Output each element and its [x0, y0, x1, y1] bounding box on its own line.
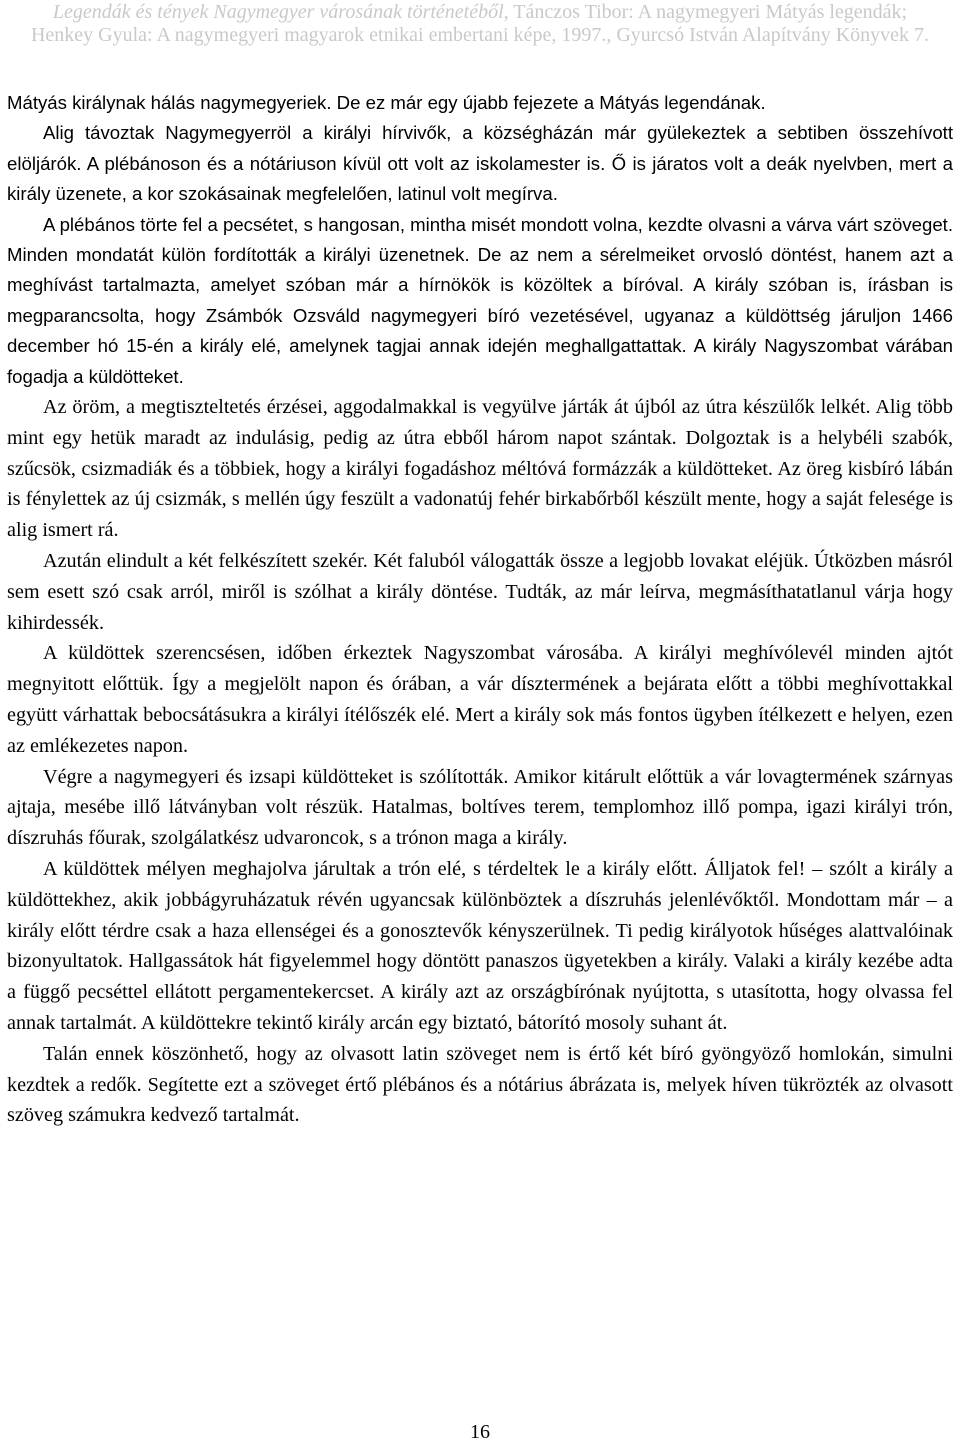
- document-body: [7, 88, 953, 1131]
- paragraph-3: A plébános törte fel a pecsétet, s hangosan, mintha misét mondott volna, kezdte olvasni a várva várt szöveget. Minden mondatát külön fordították a királyi üzenetnek. De az nem a sérelmeiket orvosló döntést, hanem azt a meghívást tartalmazta, amelyet szóban már a hírnökök is közöltek a bíróval. A király szóban is, írásban is megparancsolta, hogy Zsámbók Ozsváld nagymegyeri bíró vezetésével, ugyanaz a küldöttség járuljon 1466 december hó 15-én a király elé, amelynek tagjai annak idején meghallgattattak. A király Nagyszombat várában fogadja a küldötteket.: [7, 213, 953, 387]
- running-header: [0, 0, 960, 68]
- paragraph-8: A küldöttek mélyen meghajolva járultak a trón elé, s térdeltek le a király előtt. Álljatok fel! – szólt a király a küldöttekhez, akik jobbágyruházatuk révén ugyancsak különböztek a díszruhás jelenlévőktől. Mondottam már – a király előtt térdre csak a haza ellenségei és a gonosztevők kényszerülnek. Ti pedig királyotok hűséges alattvalóinak bizonyultatok. Hallgassátok hát figyelemmel hogy döntött panaszos ügyetekben a király. Valaki a király kezébe adta a függő pecséttel ellátott pergamentekercset. A király azt az országbírónak nyújtotta, s utasította, hogy olvassa fel annak tartalmát. A küldöttekre tekintő király arcán egy biztató, bátorító mosoly suhant át.: [7, 858, 953, 1034]
- header-italic-text: Legendák és tények Nagymegyer városának történetéből,: [52, 1, 509, 23]
- paragraph-9: Talán ennek köszönhető, hogy az olvasott latin szöveget nem is értő két bíró gyöngyöző homlokán, simulni kezdtek a redők. Segítette ezt a szöveget értő plébános és a nótárius ábrázata is, melyek híven tükrözték az olvasott szöveg számukra kedvező tartalmát.: [7, 1042, 953, 1127]
- paragraph-7: Végre a nagymegyeri és izsapi küldötteket is szólították. Amikor kitárult előttük a vár lovagtermének szárnyas ajtaja, mesébe illő látványban volt részük. Hatalmas, boltíves terem, templomhoz illő pompa, igazi királyi trón, díszruhás főurak, szolgálatkész udvaroncok, s a trónon maga a király.: [7, 765, 953, 850]
- paragraph-2: Alig távoztak Nagymegyerröl a királyi hírvivők, a községházán már gyülekeztek a sebtiben összehívott elöljárók. A plébánoson és a nótáriuson kívül ott volt az iskolamester is. Ő is járatos volt a deák nyelvben, mert a király üzenete, a kor szokásainak megfelelően, latinul volt megírva.: [7, 122, 953, 205]
- paragraph-4: Az öröm, a megtiszteltetés érzései, aggodalmakkal is vegyülve járták át újból az útra készülők lelkét. Alig több mint egy hetük maradt az indulásig, pedig az útra ebből három napot szántak. Dolgoztak is a helybéli szabók, szűcsök, csizmadiák és a többiek, hogy a királyi fogadáshoz méltóvá formázzák a küldötteket. Az öreg kisbíró lábán is fénylettek az új csizmák, s mellén úgy feszült a vadonatúj fehér birkabőrből készült mente, hogy a saját felesége is alig ismert rá.: [7, 396, 953, 542]
- paragraph-6: A küldöttek szerencsésen, időben érkeztek Nagyszombat városába. A királyi meghívólevél minden ajtót megnyitott előttük. Így a megjelölt napon és órában, a vár dísztermének a bejárata előtt a többi meghívottakkal együtt várhattak bebocsátásukra a királyi ítélőszék elé. Mert a király sok más fontos ügyben ítélkezett e helyen, ezen az emlékezetes napon.: [7, 642, 953, 757]
- header-line-2: Henkey Gyula: A nagymegyeri magyarok etnikai embertani képe, 1997., Gyurcsó István Alapítvány Könyvek 7.: [30, 24, 930, 46]
- header-title-text: Tánczos Tibor: A nagymegyeri Mátyás legendák;: [508, 1, 908, 23]
- header-line-1: [0, 1, 960, 24]
- paragraph-5: Azután elindult a két felkészített szekér. Két faluból válogatták össze a legjobb lovakat eléjük. Útközben másról sem esett szó csak arról, miről is szólhat a király döntése. Tudták, az már leírva, megmásíthatatlanul várja hogy kihirdessék.: [7, 550, 953, 634]
- paragraph-1: Mátyás királynak hálás nagymegyeriek. De ez már egy újabb fejezete a Mátyás legendának.: [7, 92, 766, 113]
- page-number: 16: [470, 1421, 490, 1443]
